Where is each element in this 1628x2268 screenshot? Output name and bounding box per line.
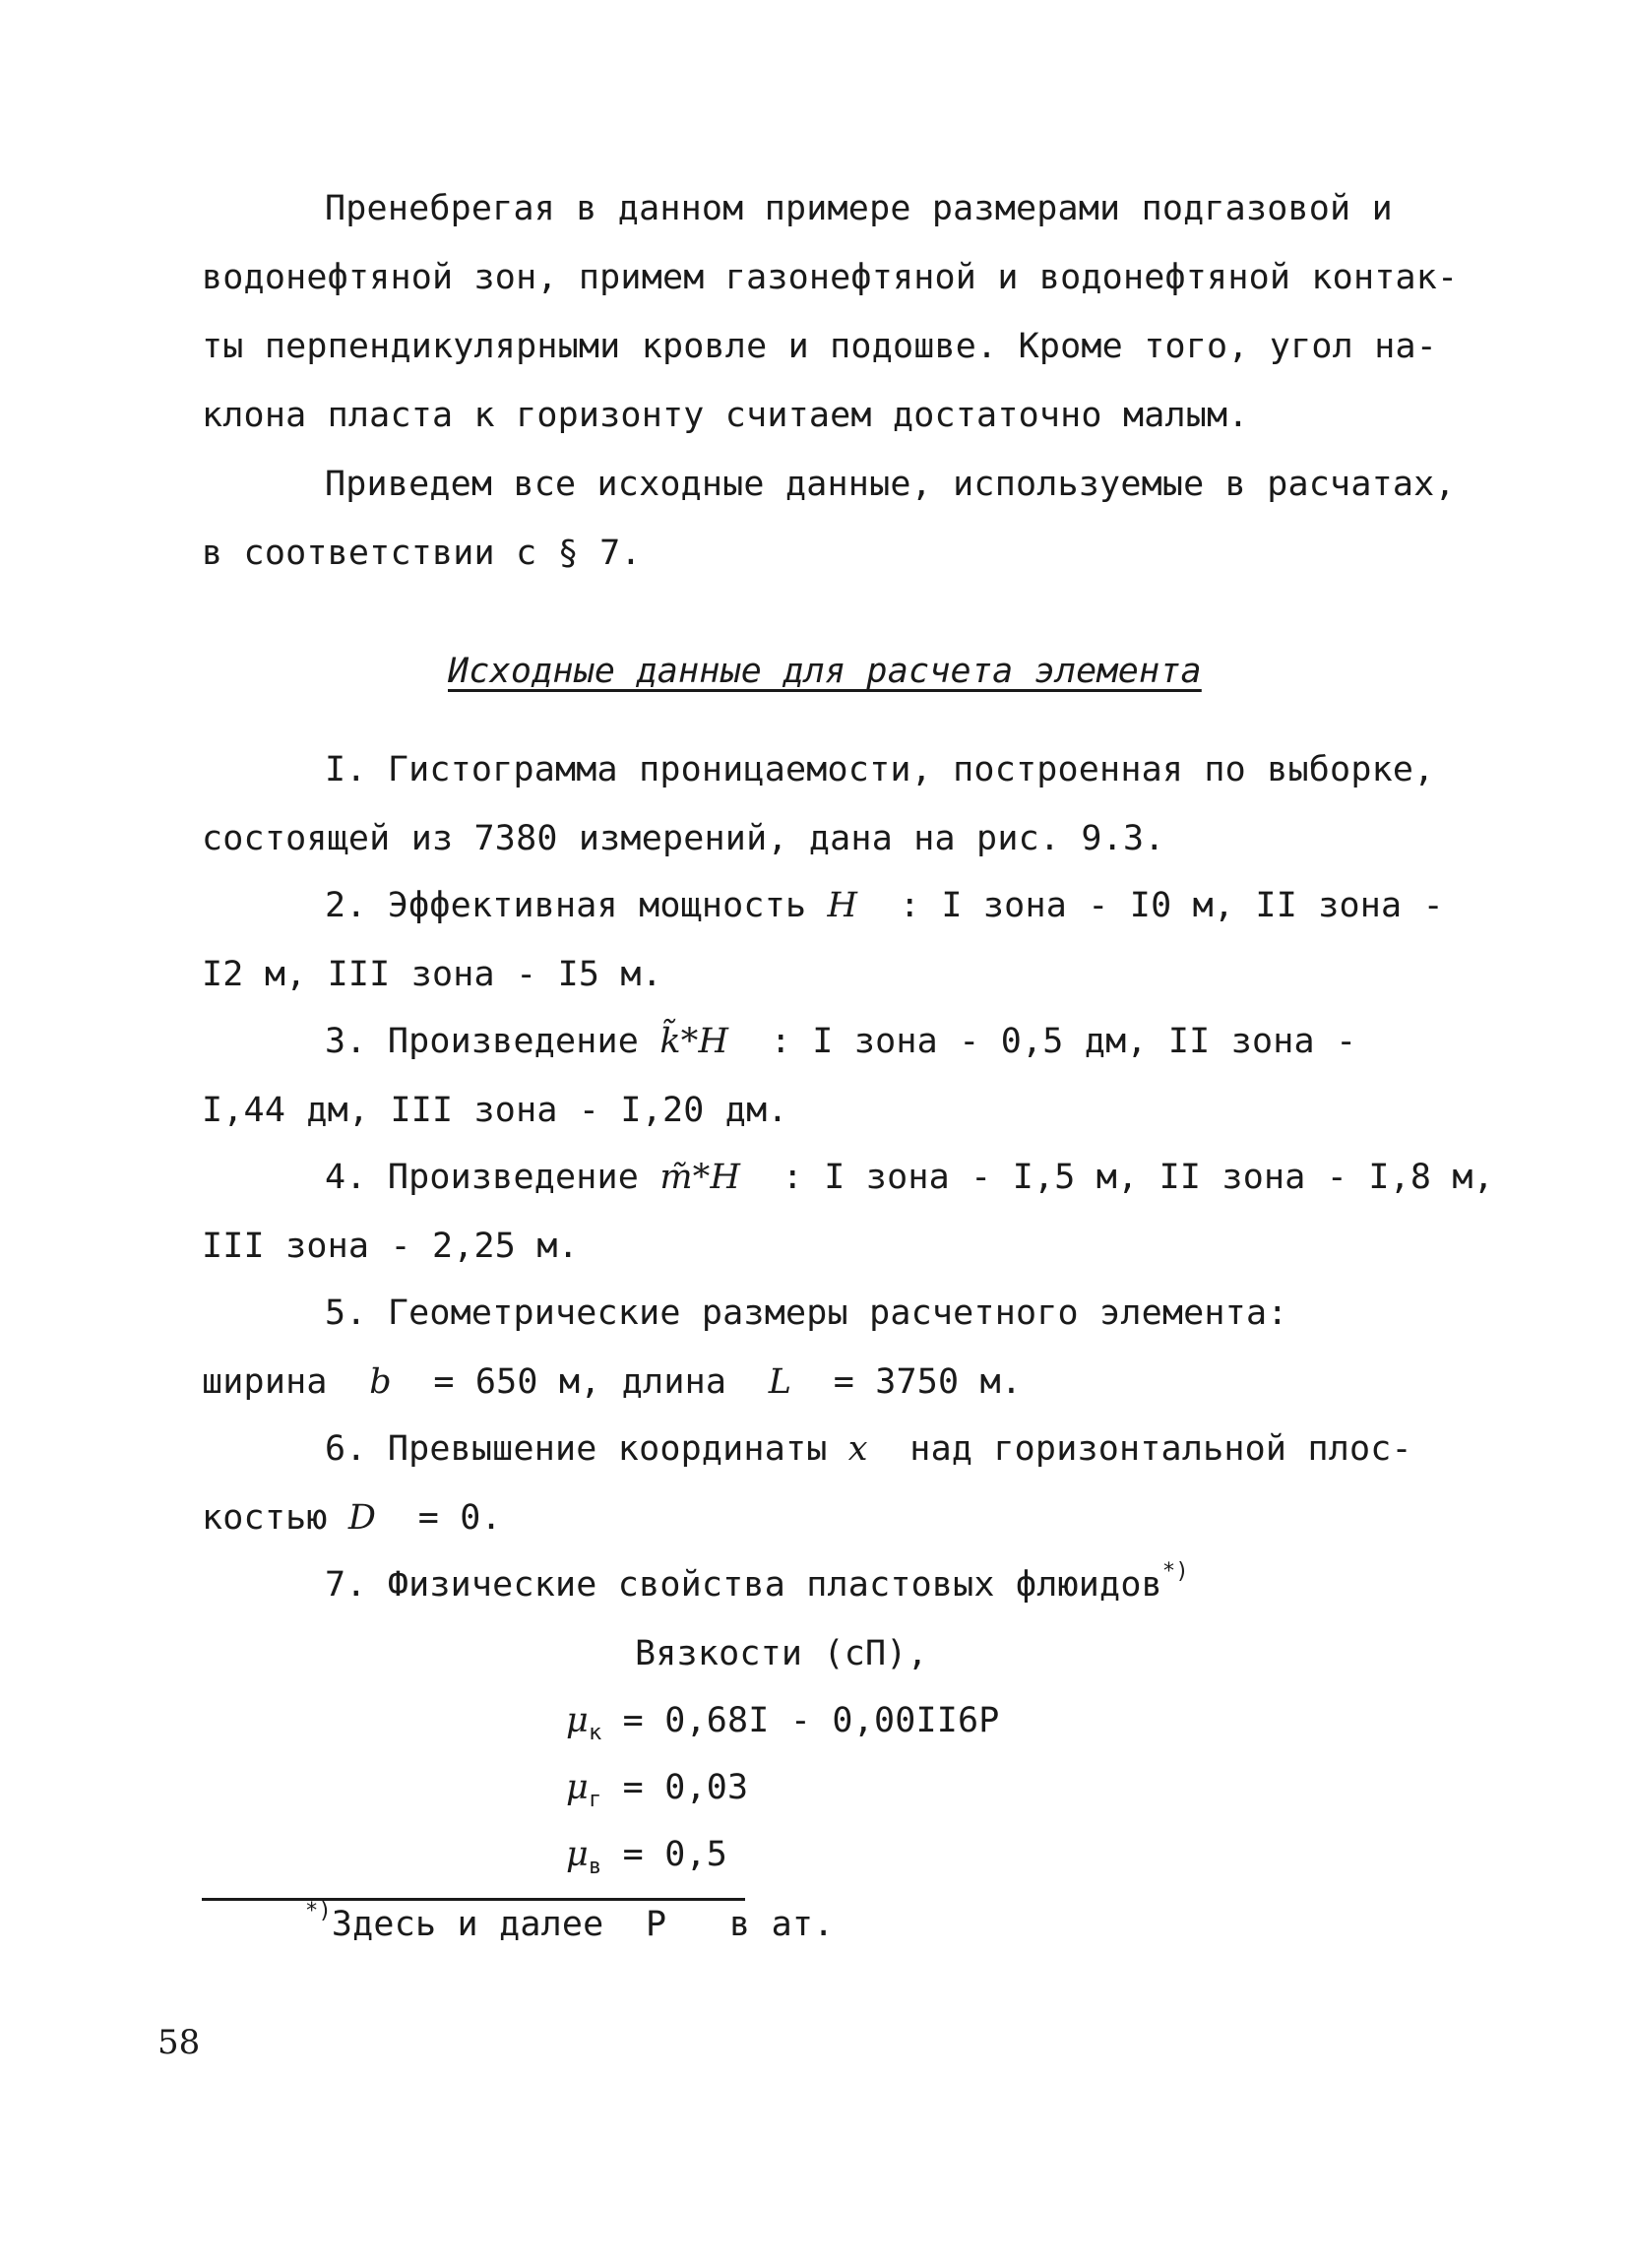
list-item-line: состоящей из 7380 измерений, дана на рис. 9.3.: [202, 819, 1165, 858]
paragraph-line: Приведем все исходные данные, используемые в расчатах,: [325, 465, 1456, 504]
paragraph-line: клона пласта к горизонту считаем достаточно малым.: [202, 396, 1249, 435]
paragraph-line: водонефтяной зон, примем газонефтяной и водонефтяной контак-: [202, 258, 1459, 297]
list-item-line: 6. Превышение координаты x над горизонтальной плос-: [325, 1429, 1412, 1469]
list-item-line: I,44 дм, III зона - I,20 дм.: [202, 1091, 788, 1130]
paragraph-line: Пренебрегая в данном примере размерами подгазовой и: [325, 189, 1393, 228]
footnote-rule: [202, 1898, 745, 1901]
page-number: 58: [157, 2023, 201, 2062]
formula-line: $\mu_г = 0,03$: [566, 1768, 749, 1812]
list-item-line: ширина b = 650 м, длина L = 3750 м.: [202, 1362, 1023, 1402]
paragraph-line: в соответствии с § 7.: [202, 534, 642, 573]
list-item-line: 2. Эффективная мощность H : I зона - I0 м, II зона -: [325, 886, 1444, 925]
section-title: Исходные данные для расчета элемента: [448, 652, 1202, 691]
list-item-line: 3. Произведение k̃*H : I зона - 0,5 дм, II зона -: [325, 1022, 1357, 1061]
paragraph-line: ты перпендикулярными кровле и подошве. Кроме того, угол на-: [202, 327, 1438, 366]
list-item-line: I. Гистограмма проницаемости, построенная по выборке,: [325, 750, 1435, 789]
list-item-line: 4. Произведение m̃*H : I зона - I,5 м, II зона - I,8 м,: [325, 1158, 1494, 1197]
list-item-line: 5. Геометрические размеры расчетного элемента:: [325, 1293, 1288, 1333]
footnote: *)Здесь и далее P в ат.: [305, 1899, 835, 1944]
formula-heading: Вязкости (сП),: [635, 1634, 928, 1673]
list-item-line: костью D = 0.: [202, 1498, 502, 1538]
formula-line: $\mu_к = 0,68I - 0,00II6P$: [566, 1701, 1000, 1745]
list-item-line: III зона - 2,25 м.: [202, 1227, 579, 1266]
formula-line: $\mu_в = 0,5$: [566, 1835, 728, 1879]
list-item-line: 7. Физические свойства пластовых флюидов*): [325, 1559, 1189, 1605]
list-item-line: I2 м, III зона - I5 м.: [202, 955, 662, 994]
